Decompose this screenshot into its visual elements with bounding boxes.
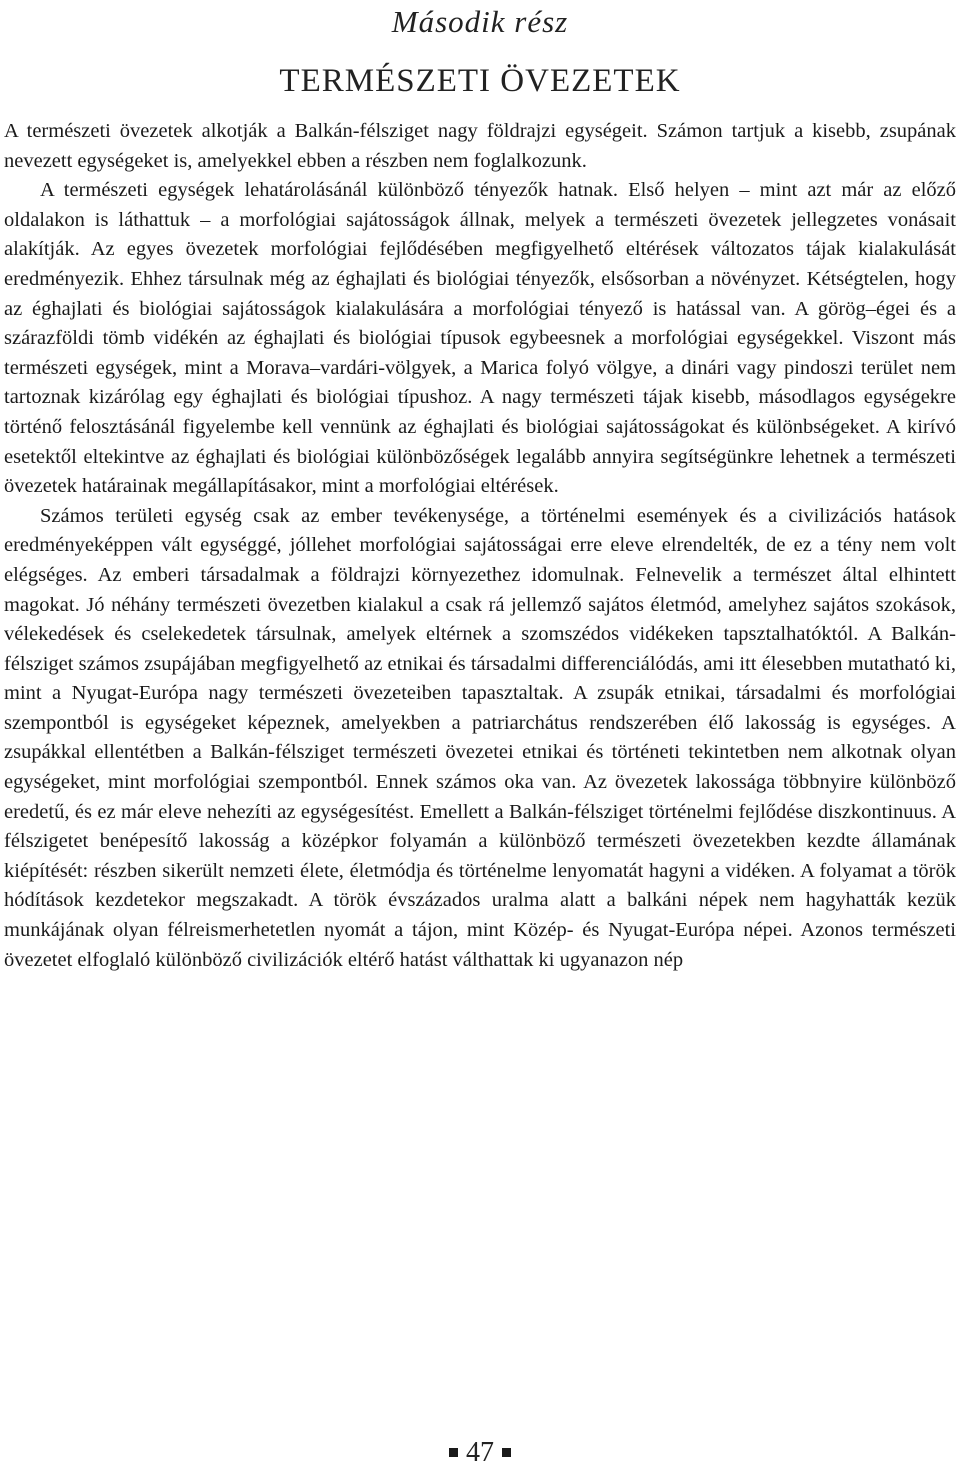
paragraph-natural-units: A természeti egységek lehatárolásánál különböző tényezők hatnak. Első helyen – mint azt már az előző oldalakon is láthattuk – a morfológiai sajátosságok állnak, melyek a természeti övezetek jellegzetes vonásait alakítják. Az egyes övezetek morfológiai fejlődésében megfigyelhető eltérések változatos tájak kialakulását eredményezik. Ehhez társulnak még az éghajlati és biológiai tényezők, elsősorban a növényzet. Kétségtelen, hogy az éghajlati és biológiai sajátosságok kialakulására a morfológiai tényező is hatással van. A görög–égei és a szárazföldi tömb vidékén az éghajlati és biológiai típusok egybeesnek a morfológiai egységekkel. Viszont más természeti egységek, mint a Morava–vardári-völgyek, a Marica folyó völgye, a dinári vagy pindoszi terület nem tartoznak kizárólag egy éghajlati és biológiai típushoz. A nagy természeti tájak kisebb, másodlagos egységekre történő felosztásánál figyelembe kell vennünk az éghajlati és biológiai sajátosságokat és különbségeket. A kirívó esetektől eltekintve az éghajlati és biológiai különbözőségek legalább annyira segítségünkre lehetnek a természeti övezetek határainak megállapításakor, mint a morfológiai eltérések. <box>4 179 956 498</box>
part-title: Második rész <box>391 4 569 39</box>
body-text <box>4 117 956 975</box>
square-bullet-icon <box>449 1448 458 1457</box>
paragraph-intro: A természeti övezetek alkotják a Balkán-félsziget nagy földrajzi egységeit. Számon tartjuk a kisebb, zsupának nevezett egységeket is, amelyekkel ebben a részben nem foglalkozunk. <box>4 120 956 172</box>
square-bullet-icon <box>502 1448 511 1457</box>
page-number: 47 <box>466 1437 494 1468</box>
paragraph-territorial-units: Számos területi egység csak az ember tevékenysége, a történelmi események és a civilizációs hatások eredményeképpen vált egységgé, jóllehet morfológiai sajátosságai erre eleve elrendelték, de ez a tény nem volt elégséges. Az emberi társadalmak a földrajzi környezethez idomulnak. Felnevelik a természet által elhintett magokat. Jó néhány természeti övezetben kialakul a csak rá jellemző sajátos életmód, amelyhez sajátos szokások, vélekedések és cselekedetek társulnak, amelyek eltérnek a szomszédos vidékeken tapsztalhatóktól. A Balkán-félsziget számos zsupájában megfigyelhető az etnikai és társadalmi differenciálódás, ami itt élesebben mutatható ki, mint a Nyugat-Európa nagy természeti övezeteiben tapasztaltak. A zsupák etnikai, társadalmi és morfológiai szempontból is egységeket képeznek, amelyekben a patriarchátus rendszerében élő lakosság is egységes. A zsupákkal ellentétben a Balkán-félsziget természeti övezetei etnikai és történeti tekintetben nem alkotnak olyan egységeket, mint morfológiai szempontból. Ennek számos oka van. Az övezetek lakossága többnyire különböző eredetű, és ez már eleve nehezíti az egységesítést. Emellett a Balkán-félsziget történelmi fejlődése diszkontinuus. A félszigetet benépesítő lakosság a középkor folyamán a különböző természeti övezetekben kezdte államának kiépítését: részben sikerült nemzeti élete, életmódja és történelme lenyomatát hagyni a vidéken. A folyamat a török hódítások kezdetekor megszakadt. A török évszázados uralma alatt a balkáni népek nem hagyhatták kezük munkájának olyan félreismerhetetlen nyomát a tájon, mint Közép- és Nyugat-Európa népei. Azonos természeti övezetet elfoglaló különböző civilizációk eltérő hatást válthattak ki ugyanazon nép <box>4 504 956 971</box>
page-footer <box>0 1437 960 1469</box>
chapter-title: TERMÉSZETI ÖVEZETEK <box>279 63 681 99</box>
